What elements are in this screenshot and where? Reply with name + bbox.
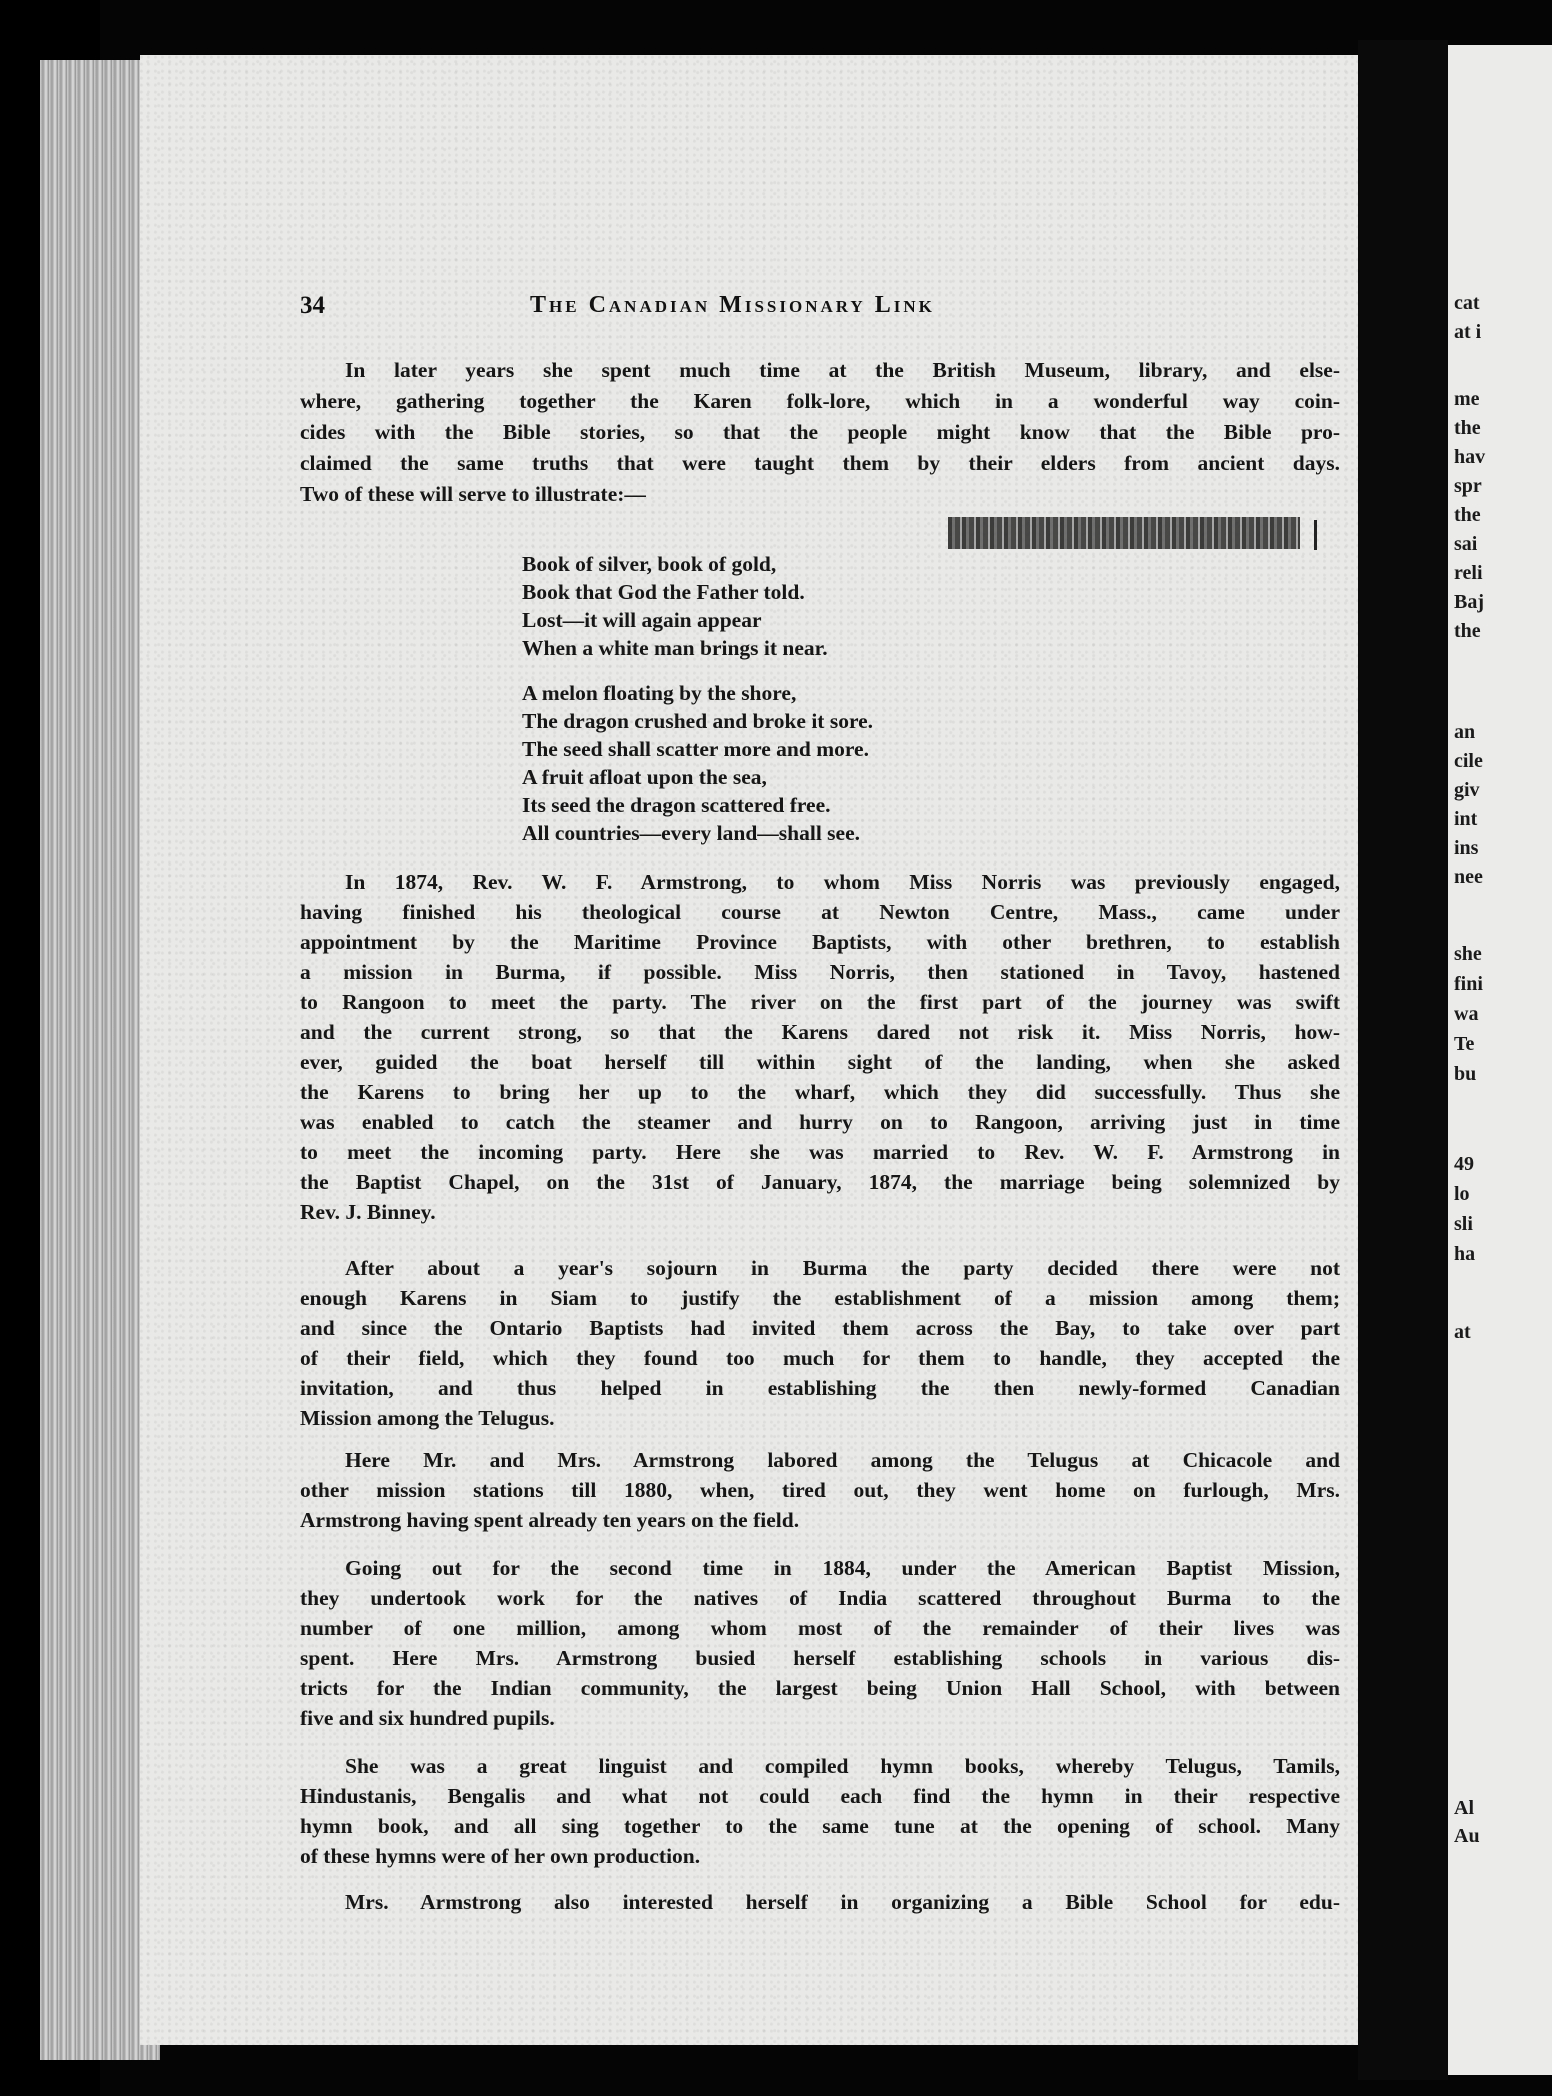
ink-mark <box>1314 520 1317 550</box>
facing-page-line: cile <box>1454 750 1483 772</box>
paragraph-line: Going out for the second time in 1884, under the American Baptist Mission, <box>345 1556 1340 1580</box>
paragraph-line: to meet the incoming party. Here she was married to Rev. W. F. Armstrong in <box>300 1140 1340 1164</box>
facing-page-line: the <box>1454 504 1481 526</box>
facing-page-fragment <box>1448 45 1552 2075</box>
running-head <box>300 292 1340 326</box>
paragraph-line: tricts for the Indian community, the largest being Union Hall School, with between <box>300 1676 1340 1700</box>
facing-page-line: reli <box>1454 562 1483 584</box>
paragraph-line: She was a great linguist and compiled hymn books, whereby Telugus, Tamils, <box>345 1754 1340 1778</box>
facing-page-line: nee <box>1454 866 1483 888</box>
paragraph-line: Armstrong having spent already ten years on the field. <box>300 1508 800 1532</box>
paragraph-line: Mrs. Armstrong also interested herself in organizing a Bible School for edu- <box>345 1890 1340 1914</box>
facing-page-line: Al <box>1454 1797 1474 1819</box>
facing-page-line: sli <box>1454 1213 1473 1235</box>
facing-page-line: ins <box>1454 837 1479 859</box>
paragraph-line: to Rangoon to meet the party. The river on the first part of the journey was swift <box>300 990 1340 1014</box>
ink-smudge <box>948 517 1300 549</box>
paragraph-line: number of one million, among whom most of the remainder of their lives was <box>300 1616 1340 1640</box>
verse-line: A melon floating by the shore, <box>522 681 797 705</box>
facing-page-line: cat <box>1454 292 1480 314</box>
paragraph-line: a mission in Burma, if possible. Miss Norris, then stationed in Tavoy, hastened <box>300 960 1340 984</box>
verse-line: The dragon crushed and broke it sore. <box>522 709 874 733</box>
paragraph-line: the Baptist Chapel, on the 31st of January, 1874, the marriage being solemnized by <box>300 1170 1340 1194</box>
facing-page-line: Baj <box>1454 591 1484 613</box>
paragraph-line: In 1874, Rev. W. F. Armstrong, to whom Miss Norris was previously engaged, <box>345 870 1340 894</box>
paragraph-line: cides with the Bible stories, so that the people might know that the Bible pro- <box>300 420 1340 444</box>
facing-page-line: she <box>1454 943 1482 965</box>
verse-line: All countries—every land—shall see. <box>522 821 861 845</box>
facing-page-line: an <box>1454 721 1476 743</box>
facing-page-line: Te <box>1454 1033 1475 1055</box>
facing-page-line: fini <box>1454 973 1483 995</box>
paragraph-line: the Karens to bring her up to the wharf, which they did successfully. Thus she <box>300 1080 1340 1104</box>
facing-page-line: giv <box>1454 779 1480 801</box>
paragraph-line: five and six hundred pupils. <box>300 1706 555 1730</box>
paragraph-line: of these hymns were of her own production. <box>300 1844 701 1868</box>
facing-page-line: 49 <box>1454 1153 1474 1175</box>
book-gutter <box>1358 40 1448 2080</box>
paragraph-line: Mission among the Telugus. <box>300 1406 555 1430</box>
paragraph-line: and the current strong, so that the Karens dared not risk it. Miss Norris, how- <box>300 1020 1340 1044</box>
facing-page-line: hav <box>1454 446 1486 468</box>
facing-page-line: bu <box>1454 1063 1477 1085</box>
facing-page-line: at i <box>1454 321 1482 343</box>
verse-line: Its seed the dragon scattered free. <box>522 793 831 817</box>
facing-page-line: sai <box>1454 533 1478 555</box>
verse-line: When a white man brings it near. <box>522 636 828 660</box>
paragraph-line: ever, guided the boat herself till within sight of the landing, when she asked <box>300 1050 1340 1074</box>
paragraph-line: they undertook work for the natives of India scattered throughout Burma to the <box>300 1586 1340 1610</box>
facing-page-line: the <box>1454 620 1481 642</box>
page-number: 34 <box>300 292 325 319</box>
paragraph-line: invitation, and thus helped in establishing the then newly-formed Canadian <box>300 1376 1340 1400</box>
paragraph-line: was enabled to catch the steamer and hurry on to Rangoon, arriving just in time <box>300 1110 1340 1134</box>
paragraph-line: Rev. J. Binney. <box>300 1200 436 1224</box>
paragraph-line: spent. Here Mrs. Armstrong busied herself establishing schools in various dis- <box>300 1646 1340 1670</box>
verse-line: Book of silver, book of gold, <box>522 552 777 576</box>
facing-page-line: int <box>1454 808 1478 830</box>
paragraph-line: hymn book, and all sing together to the same tune at the opening of school. Many <box>300 1814 1340 1838</box>
paragraph-line: Here Mr. and Mrs. Armstrong labored among the Telugus at Chicacole and <box>345 1448 1340 1472</box>
paragraph-line: having finished his theological course at Newton Centre, Mass., came under <box>300 900 1340 924</box>
facing-page-line: at <box>1454 1321 1471 1343</box>
paragraph-line: appointment by the Maritime Province Baptists, with other brethren, to establish <box>300 930 1340 954</box>
paragraph-line: Two of these will serve to illustrate:— <box>300 482 646 506</box>
verse-line: A fruit afloat upon the sea, <box>522 765 767 789</box>
paragraph-line: and since the Ontario Baptists had invited them across the Bay, to take over part <box>300 1316 1340 1340</box>
paragraph-line: where, gathering together the Karen folk-lore, which in a wonderful way coin- <box>300 389 1340 413</box>
facing-page-line: me <box>1454 388 1480 410</box>
paragraph-line: other mission stations till 1880, when, tired out, they went home on furlough, Mrs. <box>300 1478 1340 1502</box>
paragraph-line: In later years she spent much time at the British Museum, library, and else- <box>345 358 1340 382</box>
facing-page-line: spr <box>1454 475 1482 497</box>
paragraph-line: of their field, which they found too much for them to handle, they accepted the <box>300 1346 1340 1370</box>
paragraph-line: Hindustanis, Bengalis and what not could each find the hymn in their respective <box>300 1784 1340 1808</box>
verse-line: Book that God the Father told. <box>522 580 805 604</box>
paragraph-line: enough Karens in Siam to justify the establishment of a mission among them; <box>300 1286 1340 1310</box>
facing-page-line: wa <box>1454 1003 1479 1025</box>
verse-line: Lost—it will again appear <box>522 608 762 632</box>
facing-page-line: Au <box>1454 1825 1480 1847</box>
journal-title: The Canadian Missionary Link <box>530 292 935 318</box>
facing-page-line: the <box>1454 417 1481 439</box>
facing-page-line: ha <box>1454 1243 1476 1265</box>
facing-page-line: lo <box>1454 1183 1470 1205</box>
paragraph-line: After about a year's sojourn in Burma the party decided there were not <box>345 1256 1340 1280</box>
paragraph-line: claimed the same truths that were taught them by their elders from ancient days. <box>300 451 1340 475</box>
verse-line: The seed shall scatter more and more. <box>522 737 869 761</box>
